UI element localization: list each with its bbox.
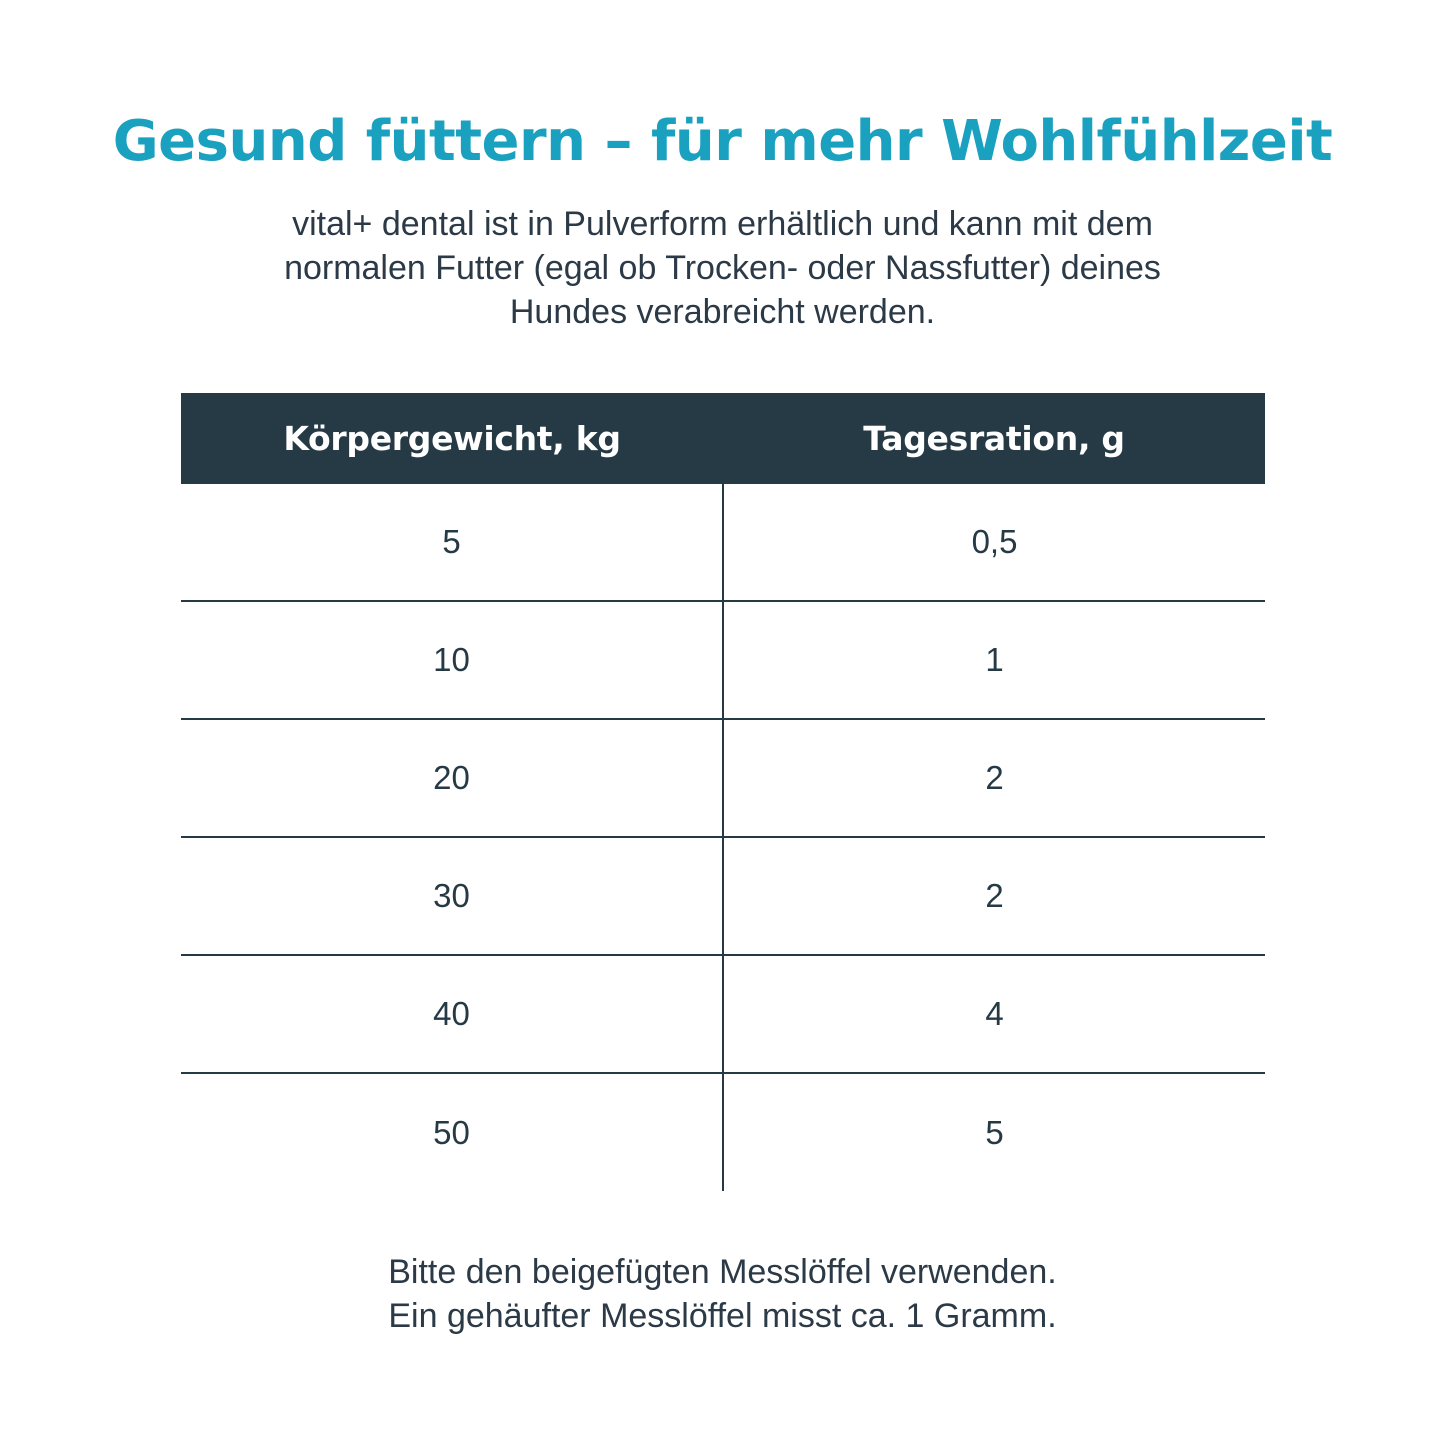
- cell-body-weight: 5: [181, 484, 724, 600]
- table-row: [181, 838, 1265, 956]
- table-row: [181, 956, 1265, 1074]
- cell-daily-ration: 1: [985, 641, 1004, 678]
- dosage-table: [181, 393, 1265, 1191]
- intro-line-3: Hundes verabreicht werden.: [509, 293, 936, 331]
- page-title: Gesund füttern – für mehr Wohlfühlzeit: [112, 109, 1333, 174]
- table-row: [181, 720, 1265, 838]
- table-row: [181, 1074, 1265, 1191]
- footnote: [200, 1250, 1245, 1338]
- header-daily-ration: Tagesration, g: [863, 419, 1125, 458]
- cell-daily-ration: 5: [985, 1113, 1004, 1151]
- footnote-line-2: Ein gehäufter Messlöffel misst ca. 1 Gramm.: [388, 1297, 1057, 1335]
- intro-line-1: vital+ dental ist in Pulverform erhältlich und kann mit dem: [292, 205, 1153, 243]
- cell-daily-ration: 0,5: [971, 523, 1018, 560]
- cell-daily-ration: 2: [985, 877, 1004, 914]
- table-row: [181, 484, 1265, 602]
- cell-body-weight: 20: [181, 720, 724, 836]
- footnote-line-1: Bitte den beigefügten Messlöffel verwenden.: [388, 1253, 1057, 1291]
- cell-body-weight: 10: [181, 602, 724, 718]
- table-header: [181, 393, 1265, 484]
- cell-body-weight: 50: [181, 1074, 724, 1191]
- cell-daily-ration: 2: [985, 759, 1004, 796]
- intro-text: [200, 202, 1245, 334]
- cell-body-weight: 30: [181, 838, 724, 954]
- table-row: [181, 602, 1265, 720]
- cell-daily-ration: 4: [985, 995, 1004, 1032]
- intro-line-2: normalen Futter (egal ob Trocken- oder Nassfutter) deines: [284, 249, 1161, 287]
- cell-body-weight: 40: [181, 956, 724, 1072]
- header-body-weight: Körpergewicht, kg: [283, 419, 621, 458]
